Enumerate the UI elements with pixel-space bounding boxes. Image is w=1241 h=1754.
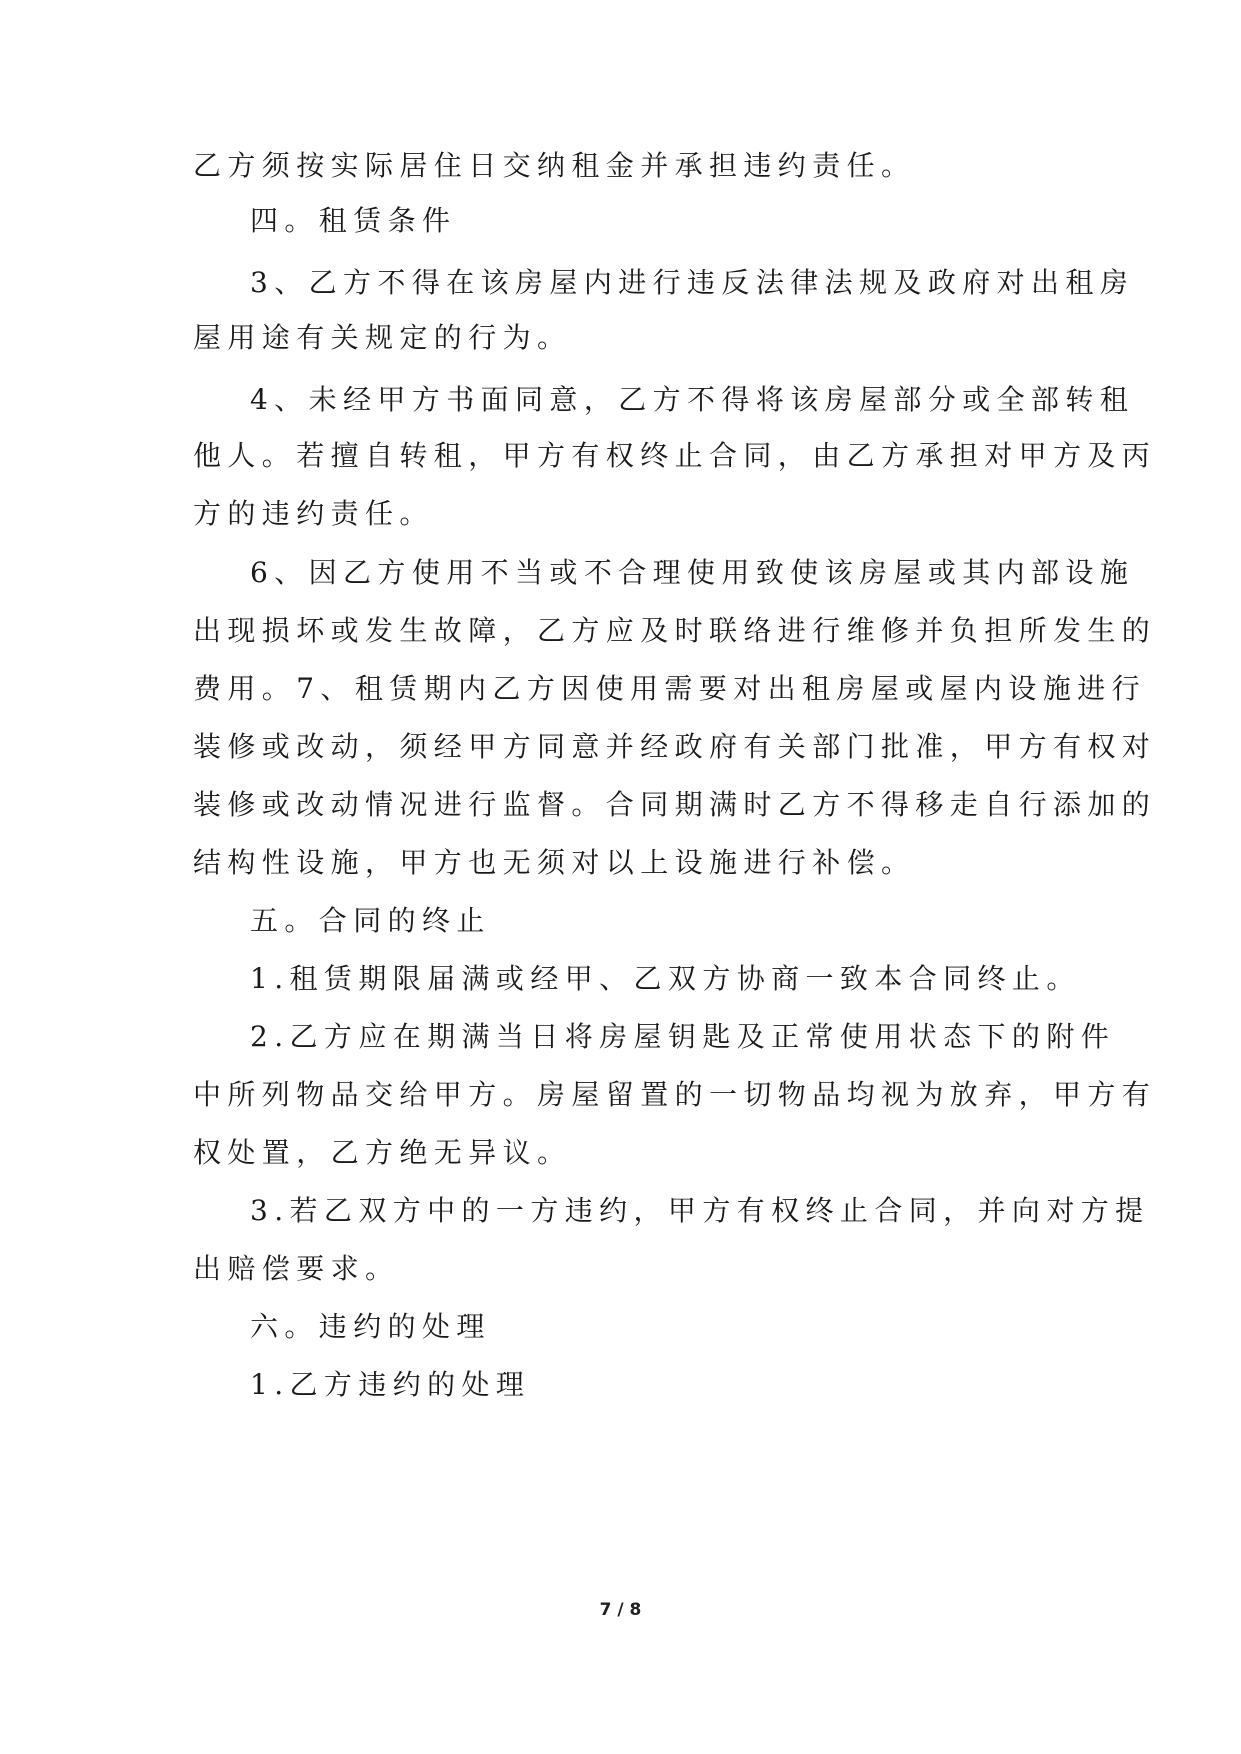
paragraph-line: 2.乙方应在期满当日将房屋钥匙及正常使用状态下的附件 xyxy=(250,1020,1116,1053)
paragraph-line: 方的违约责任。 xyxy=(193,497,434,530)
paragraph-line: 装修或改动情况进行监督。合同期满时乙方不得移走自行添加的 xyxy=(193,788,1157,821)
paragraph-line: 屋用途有关规定的行为。 xyxy=(193,321,572,354)
section-heading: 六。违约的处理 xyxy=(250,1310,491,1343)
paragraph-line: 结构性设施，甲方也无须对以上设施进行补偿。 xyxy=(193,846,916,879)
paragraph-line: 乙方须按实际居住日交纳租金并承担违约责任。 xyxy=(193,149,916,182)
section-heading: 五。合同的终止 xyxy=(250,904,491,937)
paragraph-line: 费用。7、租赁期内乙方因使用需要对出租房屋或屋内设施进行 xyxy=(193,672,1147,705)
section-heading: 四。租赁条件 xyxy=(250,204,457,237)
paragraph-line: 1.乙方违约的处理 xyxy=(250,1368,531,1401)
page-number: 7 / 8 xyxy=(599,1600,642,1620)
paragraph-line: 他人。若擅自转租，甲方有权终止合同，由乙方承担对甲方及丙 xyxy=(193,439,1157,472)
paragraph-line: 中所列物品交给甲方。房屋留置的一切物品均视为放弃，甲方有 xyxy=(193,1078,1157,1111)
paragraph-line: 出赔偿要求。 xyxy=(193,1252,400,1285)
paragraph-line: 6、因乙方使用不当或不合理使用致使该房屋或其内部设施 xyxy=(250,556,1135,589)
paragraph-line: 出现损坏或发生故障，乙方应及时联络进行维修并负担所发生的 xyxy=(193,614,1157,647)
paragraph-line: 1.租赁期限届满或经甲、乙双方协商一致本合同终止。 xyxy=(250,962,1081,995)
paragraph-line: 4、未经甲方书面同意，乙方不得将该房屋部分或全部转租 xyxy=(250,383,1135,416)
paragraph-line: 3、乙方不得在该房屋内进行违反法律法规及政府对出租房 xyxy=(250,266,1135,299)
paragraph-line: 权处置，乙方绝无异议。 xyxy=(193,1136,572,1169)
paragraph-line: 3.若乙双方中的一方违约，甲方有权终止合同，并向对方提 xyxy=(250,1194,1150,1227)
paragraph-line: 装修或改动，须经甲方同意并经政府有关部门批准，甲方有权对 xyxy=(193,730,1157,763)
